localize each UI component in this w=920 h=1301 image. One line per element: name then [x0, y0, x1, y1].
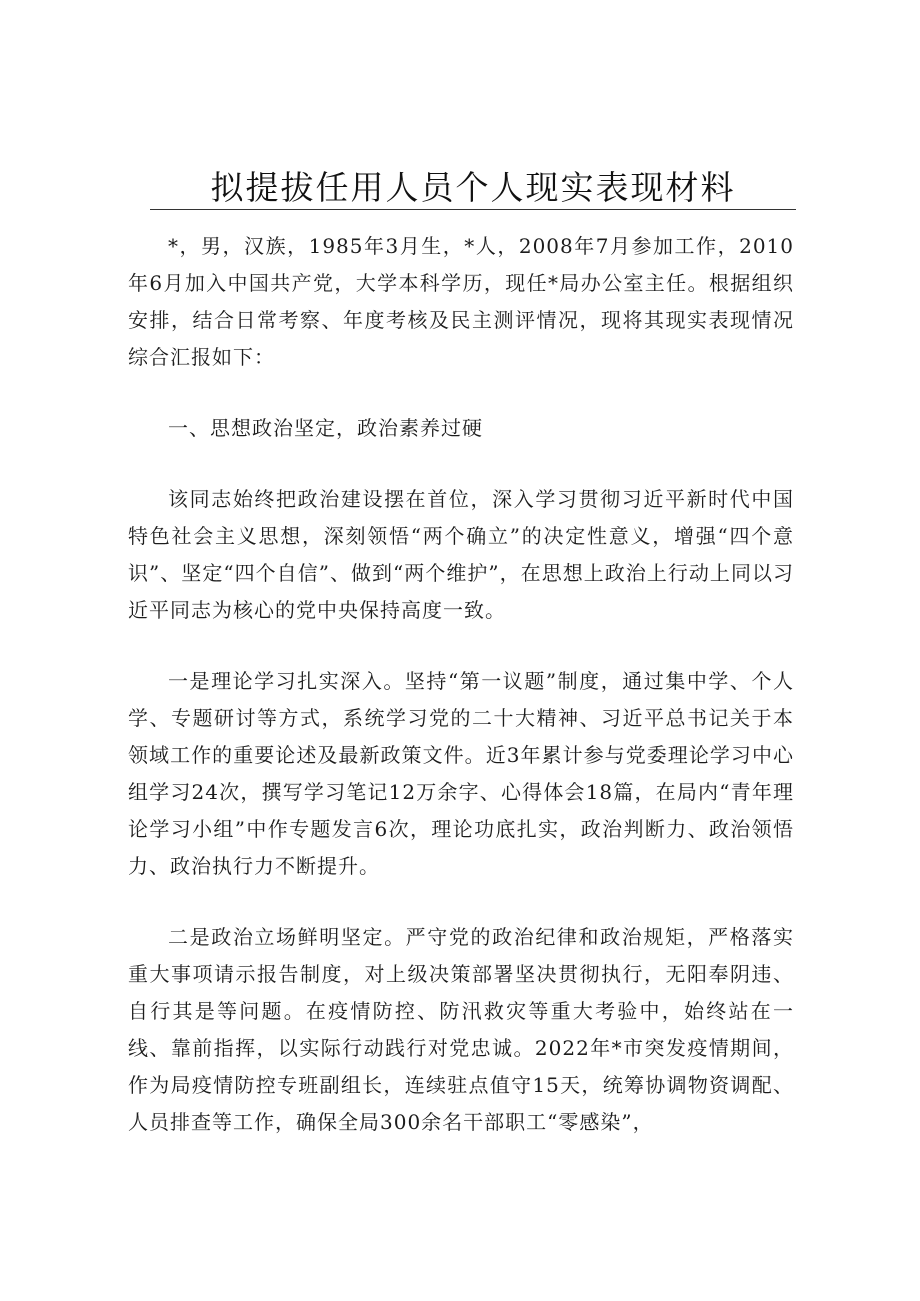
body-paragraph: 一是理论学习扎实深入。坚持“第一议题”制度，通过集中学、个人学、专题研讨等方式，系统学习党的二十大精神、习近平总书记关于本领域工作的重要论述及最新政策文件。近3年累计参与党委理论学习中心组学习24次，撰写学习笔记12万余字、心得体会18篇，在局内“青年理论学习小组”中作专题发言6次，理论功底扎实，政治判断力、政治领悟力、政治执行力不断提升。	[128, 669, 794, 878]
document-title: 拟提拔任用人员个人现实表现材料	[210, 168, 736, 207]
title-underline	[150, 209, 796, 210]
body-paragraph: 二是政治立场鲜明坚定。严守党的政治纪律和政治规矩，严格落实重大事项请示报告制度，对上级决策部署坚决贯彻执行，无阳奉阴违、自行其是等问题。在疫情防控、防汛救灾等重大考验中，始终站在一线、靠前指挥，以实际行动践行对党忠诚。2022年*市突发疫情期间，作为局疫情防控专班副组长，连续驻点值守15天，统筹协调物资调配、人员排查等工作，确保全局300余名干部职工“零感染”，	[128, 925, 794, 1134]
intro-paragraph: *，男，汉族，1985年3月生，*人，2008年7月参加工作，2010年6月加入中国共产党，大学本科学历，现任*局办公室主任。根据组织安排，结合日常考察、年度考核及民主测评情况，现将其现实表现情况综合汇报如下：	[128, 234, 794, 369]
section-heading: 一、思想政治坚定，政治素养过硬	[168, 416, 483, 440]
body-paragraph: 该同志始终把政治建设摆在首位，深入学习贯彻习近平新时代中国特色社会主义思想，深刻领悟“两个确立”的决定性意义，增强“四个意识”、坚定“四个自信”、做到“两个维护”，在思想上政治上行动上同以习近平同志为核心的党中央保持高度一致。	[128, 487, 794, 622]
document-body	[128, 228, 794, 1175]
